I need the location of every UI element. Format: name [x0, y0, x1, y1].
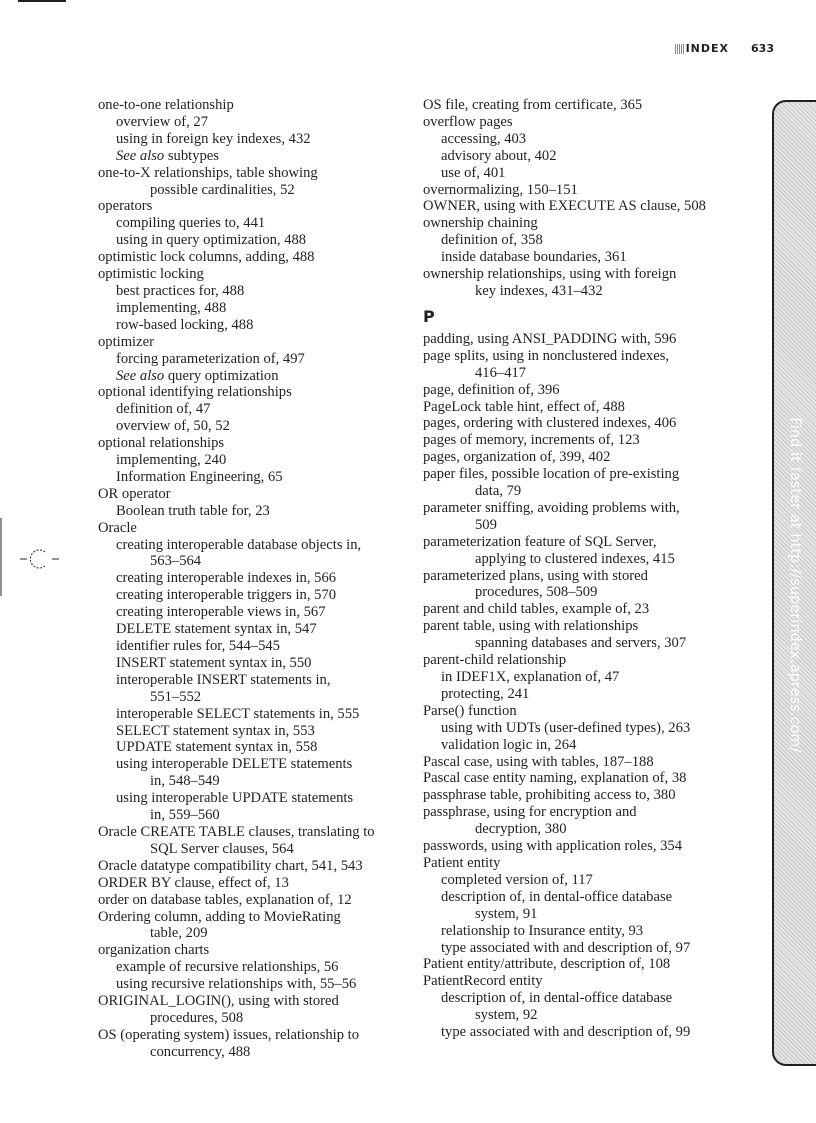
registration-mark-icon [0, 516, 70, 596]
index-subentry: definition of, 358 [441, 232, 543, 249]
index-subentry: using recursive relationships with, 55–56 [116, 976, 357, 993]
index-entry-continuation: 563–564 [150, 553, 202, 570]
hatch-mark-icon [675, 44, 684, 54]
see-also-label: See also [116, 147, 165, 164]
index-subentry: in IDEF1X, explanation of, 47 [441, 669, 620, 685]
index-entry: passwords, using with application roles, 354 [423, 838, 683, 855]
index-subentry: protecting, 241 [441, 685, 530, 702]
index-entry: parent table, using with relationships [423, 618, 639, 635]
index-subentry: relationship to Insurance entity, 93 [441, 922, 644, 939]
index-entry: overflow pages [423, 113, 513, 130]
index-entry-continuation: in, 559–560 [150, 807, 220, 824]
index-entry: ownership chaining [423, 215, 538, 232]
index-entry: OWNER, using with EXECUTE AS clause, 508 [423, 198, 706, 215]
index-subentry: use of, 401 [441, 164, 506, 181]
index-entry: optimizer [98, 333, 154, 350]
index-entry: OR operator [98, 485, 171, 502]
index-subentry: forcing parameterization of, 497 [116, 350, 305, 367]
index-entry: passphrase table, prohibiting access to, 380 [423, 787, 676, 804]
index-entry: padding, using ANSI_PADDING with, 596 [423, 330, 677, 347]
index-entry: operators [98, 198, 153, 215]
index-entry: ownership relationships, using with foreign [423, 266, 677, 283]
index-subentry: description of, in dental-office database [441, 990, 673, 1007]
index-entry: one-to-X relationships, table showing [98, 164, 318, 181]
index-entry: parent-child relationship [423, 652, 567, 669]
index-entry-continuation: system, 92 [475, 1007, 538, 1024]
index-entry: pages, ordering with clustered indexes, 406 [423, 415, 677, 432]
index-subentry: DELETE statement syntax in, 547 [116, 621, 317, 638]
index-subentry: Boolean truth table for, 23 [116, 502, 270, 519]
index-subentry: INSERT statement syntax in, 550 [116, 654, 312, 671]
index-entry: Oracle CREATE TABLE clauses, translating to [98, 823, 375, 840]
index-entry-continuation: in, 548–549 [150, 773, 220, 790]
running-header [675, 42, 774, 55]
index-entry: overnormalizing, 150–151 [423, 181, 578, 198]
index-entry: organization charts [98, 942, 210, 959]
index-column-right [423, 97, 723, 1041]
index-entry-continuation: 416–417 [475, 364, 527, 381]
index-entry: optimistic locking [98, 266, 204, 283]
index-entry: optional relationships [98, 435, 225, 452]
index-entry: Ordering column, adding to MovieRating [98, 908, 341, 925]
index-subentry: description of, in dental-office database [441, 888, 673, 905]
index-subentry: overview of, 27 [116, 113, 208, 130]
index-entry: page splits, using in nonclustered indexes, [423, 347, 670, 364]
index-entry: OS (operating system) issues, relationship to [98, 1026, 360, 1043]
index-subentry: creating interoperable views in, 567 [116, 604, 326, 621]
index-subentry: using with UDTs (user-defined types), 263 [441, 719, 691, 736]
index-entry: PageLock table hint, effect of, 488 [423, 398, 625, 415]
index-subentry: inside database boundaries, 361 [441, 249, 627, 266]
see-also-label: See also [116, 367, 165, 384]
index-entry-continuation: key indexes, 431–432 [475, 282, 603, 299]
index-subentry: completed version of, 117 [441, 871, 593, 888]
index-entry: OS file, creating from certificate, 365 [423, 97, 643, 113]
index-entry-continuation: SQL Server clauses, 564 [150, 840, 294, 857]
index-entry: Pascal case, using with tables, 187–188 [423, 753, 654, 770]
index-subentry: type associated with and description of, 97 [441, 939, 691, 956]
index-subentry: type associated with and description of, 99 [441, 1024, 691, 1041]
index-subentry: creating interoperable triggers in, 570 [116, 587, 337, 604]
index-subentry: SELECT statement syntax in, 553 [116, 722, 315, 739]
index-subentry: creating interoperable indexes in, 566 [116, 570, 337, 587]
index-subentry: implementing, 488 [116, 299, 227, 316]
index-subentry: using interoperable UPDATE statements [116, 790, 354, 807]
index-entry: Oracle [98, 519, 137, 536]
index-subentry: using in foreign key indexes, 432 [116, 130, 311, 147]
index-subentry: compiling queries to, 441 [116, 215, 266, 232]
index-entry-continuation: procedures, 508 [150, 1009, 244, 1026]
index-entry-continuation: 509 [475, 516, 497, 533]
index-entry: Pascal case entity naming, explanation of, 38 [423, 770, 687, 787]
index-entry: order on database tables, explanation of, 12 [98, 891, 352, 908]
index-entry: parameterized plans, using with stored [423, 567, 648, 584]
index-subentry: interoperable INSERT statements in, [116, 671, 331, 688]
section-title: INDEX [685, 42, 730, 55]
index-entry-continuation: procedures, 508–509 [475, 584, 598, 601]
index-entry: Patient entity [423, 854, 501, 871]
index-subentry: identifier rules for, 544–545 [116, 638, 280, 654]
index-entry-continuation: spanning databases and servers, 307 [475, 635, 687, 652]
index-subentry: Information Engineering, 65 [116, 468, 283, 485]
index-subentry: creating interoperable database objects in, [116, 536, 362, 553]
index-entry-continuation: data, 79 [475, 483, 522, 500]
index-entry-continuation: applying to clustered indexes, 415 [475, 550, 675, 567]
see-also-target: subtypes [164, 147, 219, 164]
index-letter-heading: P [423, 306, 435, 326]
index-column-left [98, 97, 398, 1061]
index-entry: pages, organization of, 399, 402 [423, 449, 611, 466]
index-subentry: overview of, 50, 52 [116, 418, 230, 435]
index-entry: ORIGINAL_LOGIN(), using with stored [98, 993, 339, 1010]
index-entry-continuation: decryption, 380 [475, 821, 567, 838]
index-subentry: validation logic in, 264 [441, 736, 577, 753]
index-entry: Parse() function [423, 702, 517, 719]
index-entry-continuation: table, 209 [150, 925, 208, 942]
index-subentry [98, 368, 398, 385]
index-subentry: definition of, 47 [116, 401, 211, 418]
index-subentry: interoperable SELECT statements in, 555 [116, 705, 360, 722]
index-entry-continuation: possible cardinalities, 52 [150, 181, 295, 198]
index-subentry: example of recursive relationships, 56 [116, 959, 339, 976]
index-entry: PatientRecord entity [423, 973, 543, 990]
index-entry: optimistic lock columns, adding, 488 [98, 249, 315, 266]
index-entry-continuation: system, 91 [475, 905, 538, 922]
see-also-target: query optimization [164, 367, 279, 384]
index-entry: page, definition of, 396 [423, 381, 560, 398]
index-subentry: accessing, 403 [441, 130, 527, 147]
page-number: 633 [751, 42, 774, 55]
top-rule [18, 0, 66, 2]
index-entry: parent and child tables, example of, 23 [423, 601, 650, 618]
index-entry: optional identifying relationships [98, 384, 292, 401]
index-subentry: advisory about, 402 [441, 147, 557, 164]
index-entry-continuation: 551–552 [150, 688, 202, 705]
index-entry: ORDER BY clause, effect of, 13 [98, 874, 289, 891]
index-entry-continuation: concurrency, 488 [150, 1043, 251, 1060]
index-entry: parameter sniffing, avoiding problems with, [423, 499, 680, 516]
index-subentry: using in query optimization, 488 [116, 232, 307, 249]
index-entry: paper files, possible location of pre-existing [423, 466, 680, 483]
index-subentry: best practices for, 488 [116, 282, 245, 299]
index-subentry: UPDATE statement syntax in, 558 [116, 739, 318, 756]
index-entry: one-to-one relationship [98, 97, 234, 113]
index-entry: parameterization feature of SQL Server, [423, 533, 657, 550]
index-entry: pages of memory, increments of, 123 [423, 432, 640, 449]
index-entry: Oracle datatype compatibility chart, 541, 543 [98, 857, 363, 874]
index-subentry: using interoperable DELETE statements [116, 756, 353, 773]
index-subentry: implementing, 240 [116, 452, 227, 469]
index-subentry [98, 148, 398, 165]
index-entry: passphrase, using for encryption and [423, 804, 637, 821]
index-entry: Patient entity/attribute, description of, 108 [423, 956, 671, 973]
thumb-tab-text: Find it faster at http://superindex.apress.com/ [787, 417, 803, 753]
index-subentry: row-based locking, 488 [116, 316, 254, 333]
